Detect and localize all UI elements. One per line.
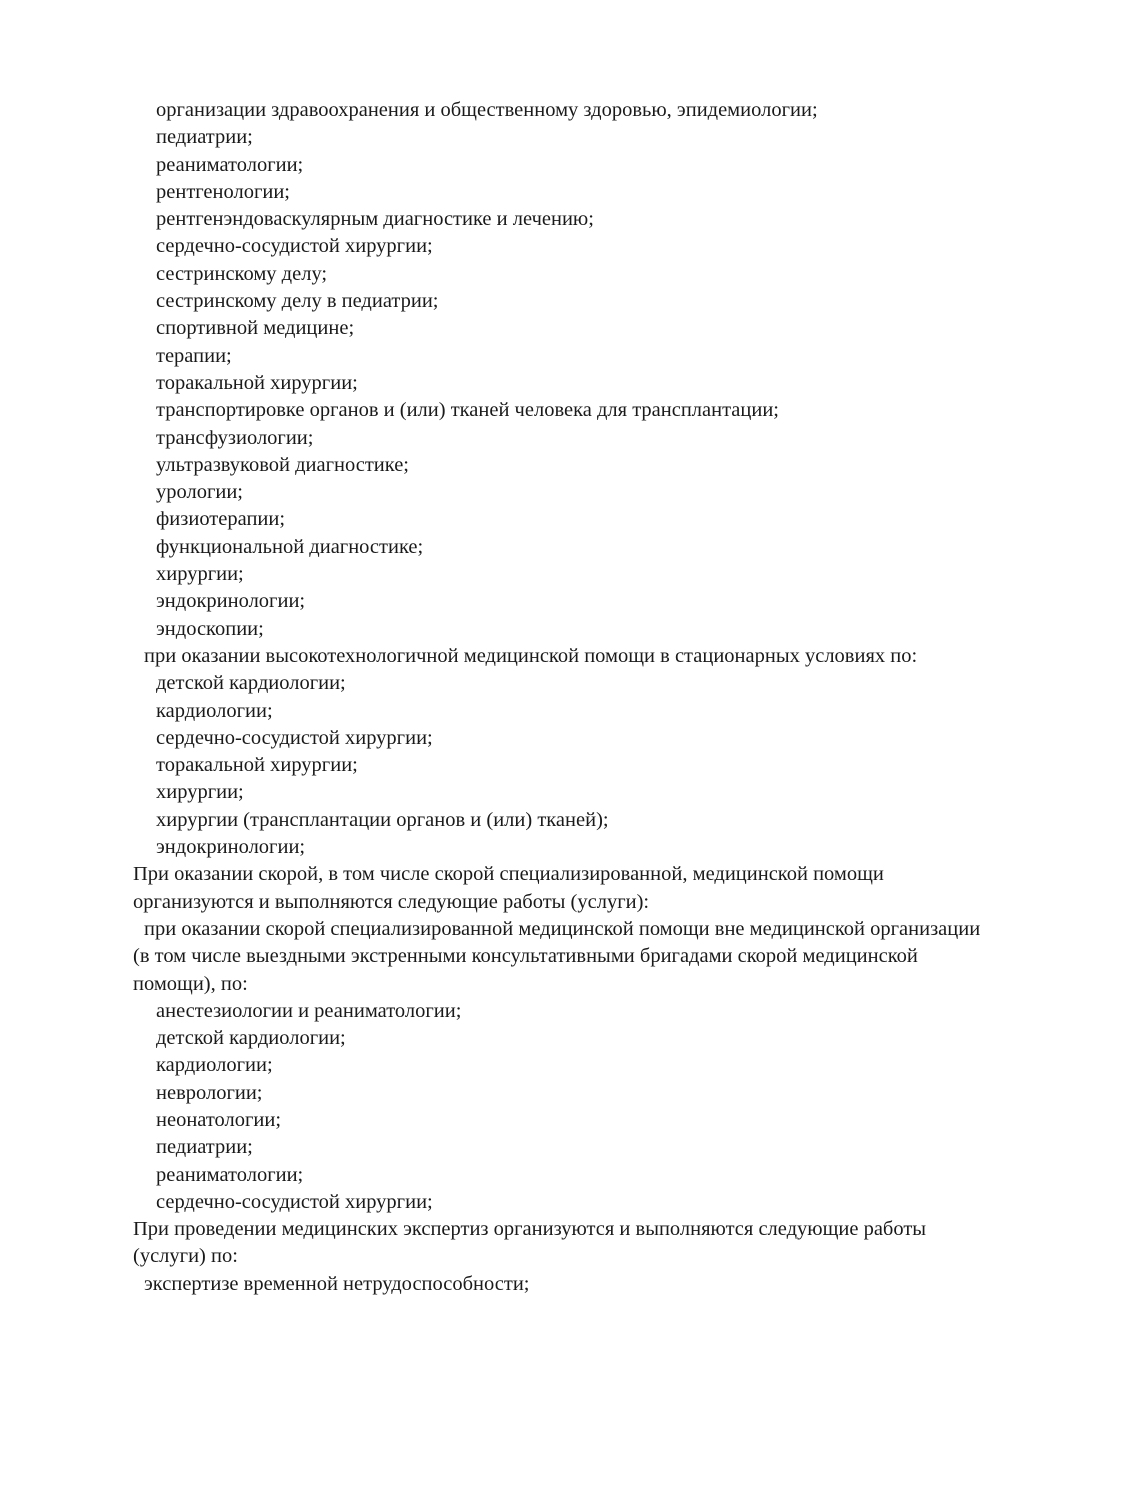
text-line: функциональной диагностике; (156, 535, 424, 558)
text-line: детской кардиологии; (156, 672, 346, 695)
text-line: экспертизе временной нетрудоспособности; (144, 1272, 530, 1295)
text-line: реаниматологии; (156, 153, 304, 176)
text-line: эндокринологии; (156, 836, 306, 859)
text-line: рентгенологии; (156, 180, 290, 203)
text-line: эндокринологии; (156, 590, 306, 613)
text-line: урологии; (156, 481, 244, 504)
text-line: эндоскопии; (156, 617, 264, 640)
text-line: реаниматологии; (156, 1163, 304, 1186)
text-line: транспортировке органов и (или) тканей человека для трансплантации; (156, 399, 780, 422)
text-line: кардиологии; (156, 699, 273, 722)
text-line: анестезиологии и реаниматологии; (156, 999, 462, 1022)
text-line: хирургии; (156, 563, 244, 586)
text-line: сердечно-сосудистой хирургии; (156, 1190, 433, 1213)
text-line: сестринскому делу в педиатрии; (156, 290, 439, 313)
text-line: сестринскому делу; (156, 262, 328, 285)
text-line: трансфузиологии; (156, 426, 314, 449)
text-line: неврологии; (156, 1081, 263, 1104)
text-line: рентгенэндоваскулярным диагностике и лечению; (156, 208, 594, 231)
document-text (133, 97, 1093, 1298)
text-line: сердечно-сосудистой хирургии; (156, 235, 433, 258)
text-line: (услуги) по: (133, 1245, 238, 1268)
text-line: помощи), по: (133, 972, 248, 995)
text-line: При проведении медицинских экспертиз организуются и выполняются следующие работы (133, 1218, 927, 1241)
text-line: педиатрии; (156, 1136, 253, 1159)
text-line: хирургии; (156, 781, 244, 804)
text-line: при оказании высокотехнологичной медицинской помощи в стационарных условиях по: (144, 644, 918, 667)
text-line: спортивной медицине; (156, 317, 355, 340)
text-line: неонатологии; (156, 1108, 282, 1131)
text-line: при оказании скорой специализированной медицинской помощи вне медицинской организации (144, 917, 981, 940)
text-line: кардиологии; (156, 1054, 273, 1077)
text-line: организуются и выполняются следующие работы (услуги): (133, 890, 650, 913)
text-line: При оказании скорой, в том числе скорой специализированной, медицинской помощи (133, 863, 884, 886)
text-line: физиотерапии; (156, 508, 286, 531)
text-line: торакальной хирургии; (156, 371, 358, 394)
text-line: сердечно-сосудистой хирургии; (156, 726, 433, 749)
text-line: торакальной хирургии; (156, 754, 358, 777)
text-line: ультразвуковой диагностике; (156, 453, 409, 476)
text-line: (в том числе выездными экстренными консультативными бригадами скорой медицинской (133, 945, 918, 968)
text-line: организации здравоохранения и общественному здоровью, эпидемиологии; (156, 99, 818, 121)
text-line: хирургии (трансплантации органов и (или) тканей); (156, 808, 609, 831)
text-line: педиатрии; (156, 126, 253, 149)
text-line: детской кардиологии; (156, 1027, 346, 1050)
text-line: терапии; (156, 344, 232, 367)
